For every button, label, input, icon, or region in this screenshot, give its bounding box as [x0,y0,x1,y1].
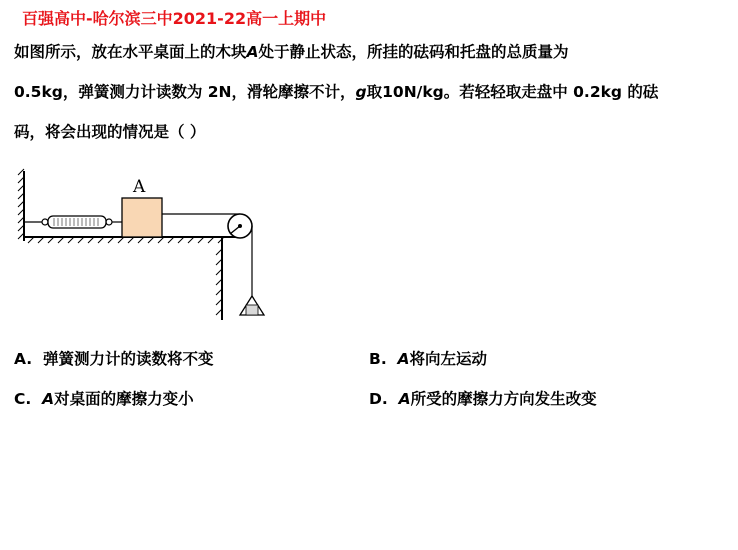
option-letter: D. [369,390,388,408]
question-text: 0.5kg，弹簧测力计读数为 2N，滑轮摩擦不计， [14,83,356,101]
block-a [122,198,162,237]
option-letter: C. [14,390,32,408]
question-line-1 [14,40,569,62]
scale-hook-icon [106,219,112,225]
variable-a: A [246,43,259,61]
scale-ring-icon [42,219,48,225]
question-line-3: 码，将会出现的情况是（ ） [14,123,206,141]
option-text: 对桌面的摩擦力变小 [54,390,194,408]
page-title: 百强高中-哈尔滨三中2021-22高一上期中 [22,9,327,28]
question-text: 如图所示，放在水平桌面上的木块 [14,43,247,61]
block-label: A [133,177,146,197]
option-d[interactable] [369,387,597,409]
option-text: 将向左运动 [409,350,488,368]
weight-icon [246,305,258,315]
question-line-2 [14,80,658,102]
question-text: 取10N/kg。若轻轻取走盘中 0.2kg 的砝 [366,83,659,101]
variable-a: A [42,390,55,408]
option-a[interactable] [14,347,213,369]
option-text: 所受的摩擦力方向发生改变 [410,390,597,408]
option-letter: A. [14,350,33,368]
question-text: 处于静止状态，所挂的砝码和托盘的总质量为 [258,43,569,61]
variable-a: A [398,390,411,408]
option-c[interactable] [14,387,194,409]
option-text: 弹簧测力计的读数将不变 [42,350,214,368]
spring-scale [48,216,106,228]
option-letter: B. [369,350,387,368]
variable-a: A [397,350,410,368]
option-b[interactable] [369,347,487,369]
physics-diagram [14,165,289,330]
variable-g: g [355,83,367,101]
